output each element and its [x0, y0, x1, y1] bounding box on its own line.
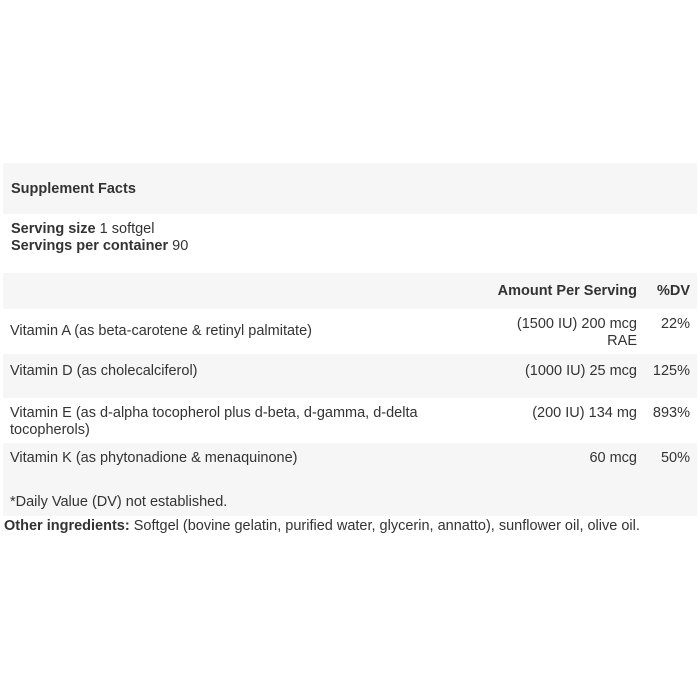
daily-value-footnote: *Daily Value (DV) not established.	[3, 485, 697, 516]
nutrient-name: Vitamin K (as phytonadione & menaquinone)	[10, 450, 298, 466]
serving-size	[11, 221, 188, 238]
servings-value: 90	[172, 238, 189, 254]
nutrient-table	[3, 273, 697, 485]
servings-label: Servings per container	[11, 238, 169, 254]
nutrient-amount: (200 IU) 134 mg	[532, 405, 637, 421]
nutrient-dv: 50%	[660, 450, 690, 466]
nutrient-dv: 893%	[652, 405, 690, 421]
table-row	[3, 354, 697, 398]
serving-info	[3, 214, 697, 273]
nutrient-dv: 125%	[652, 363, 690, 379]
other-ingredients-label: Other ingredients:	[4, 518, 130, 534]
panel-title: Supplement Facts	[3, 163, 697, 214]
table-header-row	[3, 273, 697, 309]
serving-size-label: Serving size	[11, 221, 96, 237]
nutrient-dv: 22%	[660, 316, 690, 332]
nutrient-amount: (1500 IU) 200 mcg RAE	[516, 316, 637, 349]
other-ingredients	[4, 518, 640, 535]
header-blank	[3, 273, 495, 309]
supplement-facts-panel	[3, 163, 697, 516]
nutrient-amount: 60 mcg	[589, 450, 637, 466]
table-row	[3, 443, 697, 485]
table-row	[3, 398, 697, 443]
header-dv: %DV	[656, 282, 690, 299]
other-ingredients-text: Softgel (bovine gelatin, purified water, glycerin, annatto), sunflower oil, olive oil.	[133, 518, 640, 534]
nutrient-name: Vitamin A (as beta-carotene & retinyl palmitate)	[10, 323, 312, 339]
servings-per-container	[11, 238, 188, 255]
nutrient-name: Vitamin D (as cholecalciferol)	[10, 363, 198, 379]
serving-size-value: 1 softgel	[99, 221, 155, 237]
nutrient-name: Vitamin E (as d-alpha tocopherol plus d-beta, d-gamma, d-delta tocopherols)	[10, 405, 418, 438]
header-amount: Amount Per Serving	[497, 282, 637, 299]
table-row	[3, 309, 697, 354]
nutrient-amount: (1000 IU) 25 mcg	[524, 363, 637, 379]
